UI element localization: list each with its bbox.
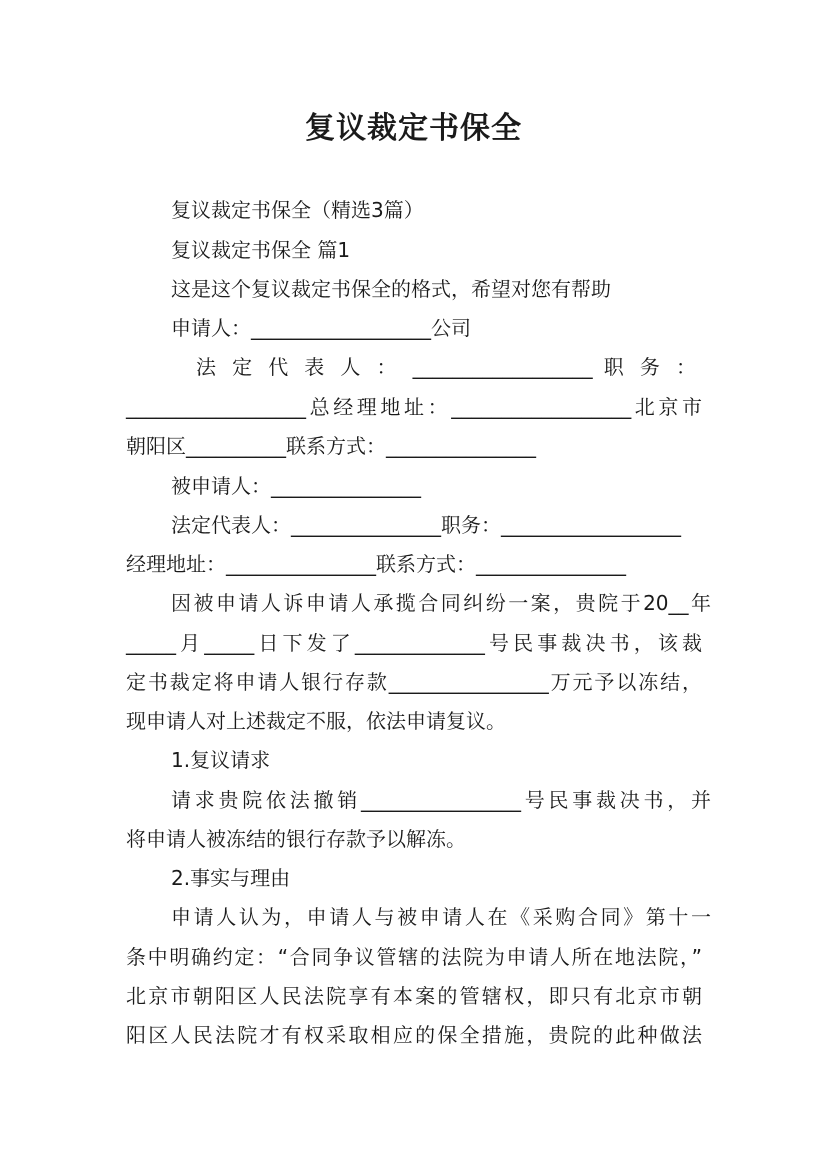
paragraph-line: 定书裁定将申请人银行存款________________万元予以冻结， [126,670,702,694]
address-line: __________________总经理地址：__________________北京市 [126,395,702,419]
section-heading-line: 1.复议请求 [171,748,271,772]
paragraph-line: 这是这个复议裁定书保全的格式，希望对您有帮助 [171,277,611,301]
legal-rep-line: 法 定 代 表 人 ： __________________ 职 务 ： [196,355,696,379]
paragraph-line: 条中明确约定：“合同争议管辖的法院为申请人所在地法院，” [126,945,702,969]
paragraph-line: 因被申请人诉申请人承揽合同纠纷一案，贵院于20__年 [171,591,711,615]
paragraph-line: 申请人认为，申请人与被申请人在《采购合同》第十一 [171,905,711,929]
paragraph-line: _____月_____日下发了_____________号民事裁决书，该裁 [126,631,702,655]
paragraph-line: 请求贵院依法撤销________________号民事裁决书，并 [171,788,711,812]
subtitle-line: 复议裁定书保全（精选3篇） [171,198,424,222]
contact-line: 朝阳区__________联系方式：_______________ [126,434,536,458]
section-heading-line: 复议裁定书保全 篇1 [171,238,351,262]
paragraph-line: 将申请人被冻结的银行存款予以解冻。 [126,827,466,851]
section-heading-line: 2.事实与理由 [171,866,291,890]
respondent-legal-rep-line: 法定代表人：_______________职务：__________________ [171,513,681,537]
paragraph-line: 阳区人民法院才有权采取相应的保全措施，贵院的此种做法 [126,1023,702,1047]
respondent-line: 被申请人：_______________ [171,474,421,498]
paragraph-line: 北京市朝阳区人民法院享有本案的管辖权，即只有北京市朝 [126,984,702,1008]
document-title: 复议裁定书保全 [305,111,522,146]
respondent-address-line: 经理地址：_______________联系方式：_______________ [126,552,626,576]
applicant-line: 申请人：__________________公司 [171,316,471,340]
paragraph-line: 现申请人对上述裁定不服，依法申请复议。 [126,709,506,733]
